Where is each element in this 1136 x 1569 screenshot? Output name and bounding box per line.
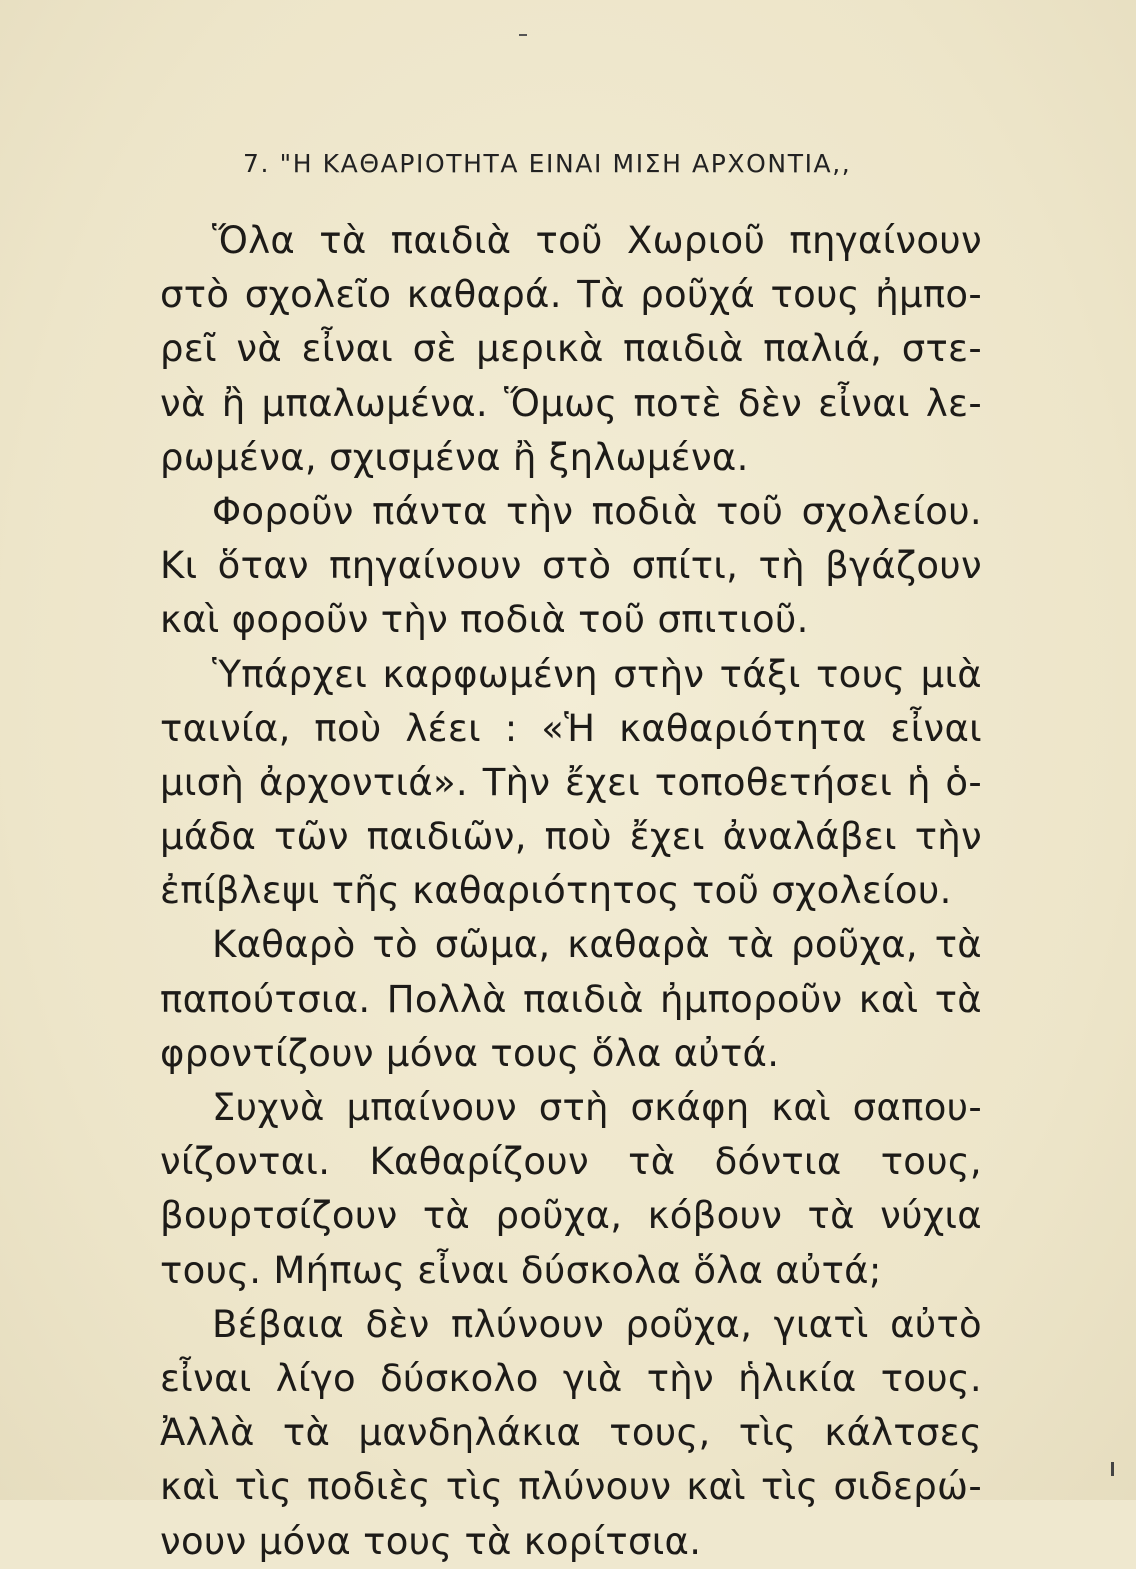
text-line: ρεῖ νὰ εἶναι σὲ μερικὰ παιδιὰ παλιά, στε- <box>160 327 982 371</box>
text-line: τους. Μήπως εἶναι δύσκολα ὅλα αὐτά; <box>160 1248 882 1292</box>
text-line: στὸ σχολεῖο καθαρά. Τὰ ροῦχά τους ἠμπο- <box>160 273 982 317</box>
body-text <box>160 214 982 1569</box>
text-line: μισὴ ἀρχοντιά». Τὴν ἔχει τοποθετήσει ἡ ὁ- <box>160 760 982 804</box>
text-line: Καθαρὸ τὸ σῶμα, καθαρὰ τὰ ροῦχα, τὰ <box>212 923 982 967</box>
text-line: Ὅλα τὰ παιδιὰ τοῦ Χωριοῦ πηγαίνουν <box>212 219 982 262</box>
text-line: ἐπίβλεψι τῆς καθαριότητος τοῦ σχολείου. <box>160 869 952 913</box>
text-line: ταινία, ποὺ λέει : «Ἡ καθαριότητα εἶναι <box>160 706 982 750</box>
text-line: εἶναι λίγο δύσκολο γιὰ τὴν ἡλικία τους. <box>160 1356 982 1400</box>
text-line: καὶ φοροῦν τὴν ποδιὰ τοῦ σπιτιοῦ. <box>160 598 809 642</box>
text-line: νίζονται. Καθαρίζουν τὰ δόντια τους, <box>160 1140 982 1184</box>
text-line: Ὑπάρχει καρφωμένη στὴν τάξι τους μιὰ <box>212 652 982 696</box>
text-line: παπούτσια. Πολλὰ παιδιὰ ἠμποροῦν καὶ τὰ <box>160 977 982 1021</box>
print-mark <box>519 34 527 36</box>
text-line: νουν μόνα τους τὰ κορίτσια. <box>160 1519 702 1563</box>
text-line: φροντίζουν μόνα τους ὅλα αὐτά. <box>160 1031 780 1075</box>
chapter-title: 7. "Η ΚΑΘΑΡΙΟΤΗΤΑ ΕΙΝΑΙ ΜΙΣΗ ΑΡΧΟΝΤΙΑ,, <box>243 149 852 178</box>
text-line: Ἀλλὰ τὰ μανδηλάκια τους, τὶς κάλτσες <box>160 1411 982 1455</box>
text-line: μάδα τῶν παιδιῶν, ποὺ ἔχει ἀναλάβει τὴν <box>160 815 982 859</box>
text-line: Κι ὅταν πηγαίνουν στὸ σπίτι, τὴ βγάζουν <box>160 544 982 588</box>
text-line: Συχνὰ μπαίνουν στὴ σκάφη καὶ σαπου- <box>212 1086 982 1129</box>
text-line: Βέβαια δὲν πλύνουν ροῦχα, γιατὶ αὐτὸ <box>212 1302 982 1346</box>
text-line: νὰ ἢ μπαλωμένα. Ὅμως ποτὲ δὲν εἶναι λε- <box>160 381 982 425</box>
text-line: ρωμένα, σχισμένα ἢ ξηλωμένα. <box>160 435 749 479</box>
text-line: καὶ τὶς ποδιὲς τὶς πλύνουν καὶ τὶς σιδερώ- <box>160 1465 982 1509</box>
text-line: βουρτσίζουν τὰ ροῦχα, κόβουν τὰ νύχια <box>160 1194 982 1238</box>
text-line: Φοροῦν πάντα τὴν ποδιὰ τοῦ σχολείου. <box>212 489 982 533</box>
print-mark <box>1111 1462 1114 1476</box>
